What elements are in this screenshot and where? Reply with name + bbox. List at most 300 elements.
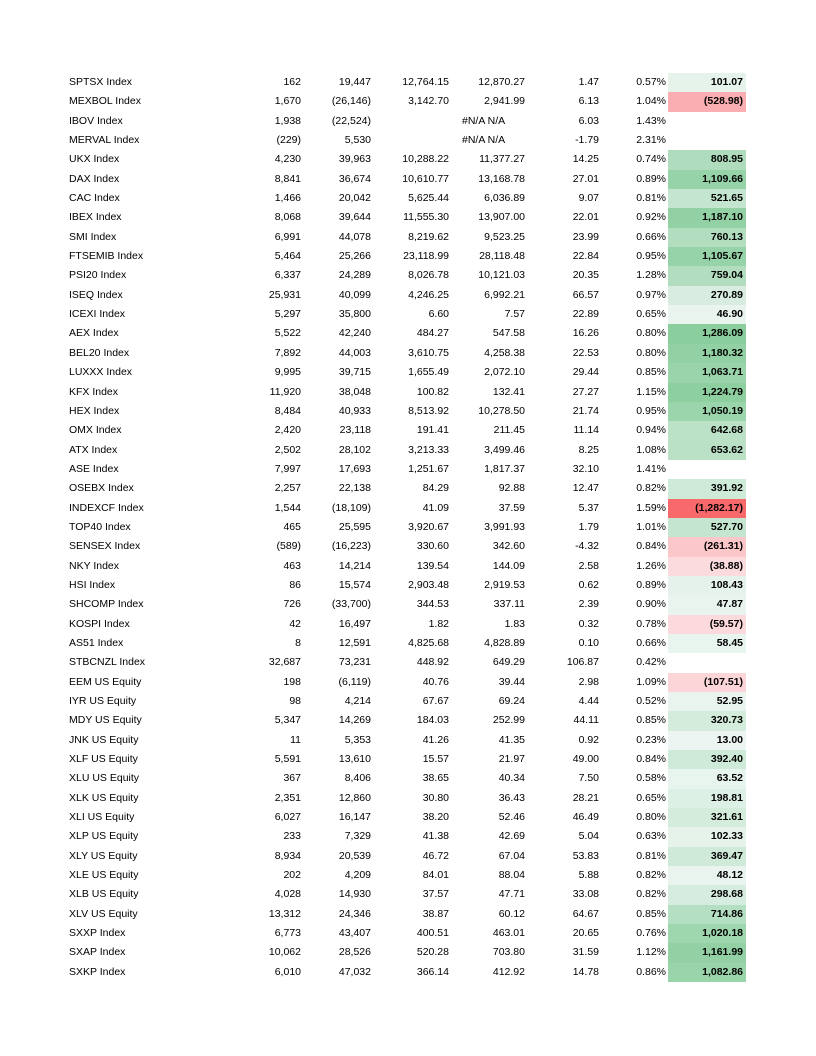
cell-c: 366.14 [416,965,449,978]
row-label: DAX Index [69,172,120,185]
cell-g: (107.51) [668,673,746,692]
cell-e: 27.01 [572,172,599,185]
cell-f: 0.65% [636,308,666,321]
table-row [62,208,752,227]
cell-f: 1.59% [636,501,666,514]
table-row [62,499,752,518]
cell-d: #N/A N/A [462,134,506,147]
cell-c: 484.27 [416,327,449,340]
cell-c: 4,246.25 [408,288,449,301]
table-row [62,383,752,402]
cell-e: 32.10 [572,462,599,475]
cell-e: 106.87 [566,656,599,669]
table-row [62,847,752,866]
cell-c: 6.60 [428,308,449,321]
cell-g: 102.33 [668,827,746,846]
spreadsheet-table [62,73,752,982]
cell-a: 6,773 [274,927,301,940]
table-row [62,518,752,537]
cell-c: 3,920.67 [408,520,449,533]
cell-f: 0.86% [636,965,666,978]
cell-e: 4.44 [578,695,599,707]
cell-c: 41.38 [422,830,449,843]
cell-d: 13,168.78 [478,172,525,185]
cell-c: 448.92 [416,656,449,669]
cell-f: 0.80% [636,327,666,340]
cell-g: 1,187.10 [668,208,746,227]
cell-f: 1.41% [636,462,666,475]
cell-c: 8,513.92 [408,404,449,417]
cell-c: 139.54 [416,559,449,572]
row-label: LUXXX Index [69,366,133,379]
cell-d: 39.44 [498,675,525,688]
cell-f: 0.74% [636,153,666,166]
cell-f: 1.01% [636,520,666,533]
cell-b: 42,240 [338,327,371,340]
row-label: XLU US Equity [69,772,140,785]
row-label: SMI Index [69,230,117,243]
cell-e: 6.03 [578,114,599,127]
cell-f: 0.76% [636,927,666,940]
cell-b: 39,963 [338,153,371,166]
cell-c: 2,903.48 [408,578,449,591]
table-row [62,247,752,266]
row-label: EEM US Equity [69,675,142,688]
cell-a: 7,892 [274,346,301,359]
row-label: SXKP Index [69,965,126,978]
table-row [62,731,752,750]
cell-g: 298.68 [668,885,746,904]
cell-e: 9.07 [578,192,599,205]
cell-d: 649.29 [492,656,525,669]
cell-g: 369.47 [668,847,746,866]
table-row [62,189,752,208]
cell-a: 2,420 [274,424,301,437]
cell-g [668,653,746,672]
cell-c: 40.76 [422,675,449,688]
cell-f: 0.84% [636,753,666,766]
cell-c: 23,118.99 [403,250,449,263]
cell-a: 5,347 [274,714,301,727]
cell-e: 33.08 [572,888,599,901]
cell-a: 465 [283,520,301,533]
row-label: MEXBOL Index [69,95,141,108]
cell-b: 25,595 [338,520,371,533]
cell-f: 0.97% [636,288,666,301]
cell-b: 40,933 [338,404,371,417]
cell-d: 2,941.99 [484,95,525,108]
row-label: IBEX Index [69,211,122,224]
table-row [62,460,752,479]
row-label: XLY US Equity [69,849,138,862]
cell-c: 184.03 [416,714,449,727]
cell-e: 23.99 [572,230,599,243]
cell-g: 392.40 [668,750,746,769]
cell-d: 3,991.93 [484,520,525,533]
row-label: UKX Index [69,153,120,166]
cell-c: 38.87 [422,907,449,920]
cell-f: 0.85% [636,714,666,727]
cell-c: 3,142.70 [408,95,449,108]
cell-a: 25,931 [268,288,301,301]
cell-d: 3,499.46 [484,443,525,456]
cell-e: 1.79 [578,520,599,533]
cell-a: 32,687 [268,656,301,669]
table-row [62,943,752,962]
cell-d: 47.71 [498,888,525,901]
cell-c: 1.82 [428,617,449,630]
cell-c: 1,655.49 [408,366,449,379]
table-row [62,615,752,634]
cell-f: 1.08% [636,443,666,456]
cell-d: 42.69 [498,830,525,843]
cell-e: -1.79 [575,134,599,147]
cell-f: 0.90% [636,598,666,611]
cell-e: 14.78 [572,965,599,978]
row-label: SPTSX Index [69,76,133,88]
cell-e: 5.04 [578,830,599,843]
cell-g: 391.92 [668,479,746,498]
cell-f: 0.95% [636,250,666,263]
cell-a: 6,337 [274,269,301,282]
cell-e: 22.01 [572,211,599,224]
cell-g: 58.45 [668,634,746,653]
cell-e: 44.11 [573,714,599,727]
cell-f: 0.92% [636,211,666,224]
cell-g: 270.89 [668,286,746,305]
cell-b: 24,346 [338,907,371,920]
cell-b: 73,231 [338,656,371,669]
cell-d: 6,036.89 [484,192,525,205]
table-row [62,750,752,769]
cell-g: 321.61 [668,808,746,827]
cell-f: 1.26% [636,559,666,572]
cell-d: 28,118.48 [479,250,525,263]
cell-e: 8.25 [578,443,599,456]
cell-f: 2.31% [636,134,666,147]
cell-d: 4,828.89 [484,636,525,649]
row-label: KFX Index [69,385,119,398]
cell-d: 703.80 [492,946,525,959]
cell-b: 28,102 [338,443,371,456]
table-row [62,808,752,827]
table-row [62,924,752,943]
cell-a: 8,934 [274,849,301,862]
cell-a: 5,464 [274,250,301,263]
cell-a: 1,670 [274,95,301,108]
cell-d: 41.35 [498,733,525,746]
cell-f: 0.66% [636,636,666,649]
row-label: FTSEMIB Index [69,250,144,263]
cell-c: 84.29 [422,482,449,495]
cell-f: 1.28% [636,269,666,282]
cell-g: 759.04 [668,266,746,285]
row-label: XLI US Equity [69,811,135,824]
row-label: HSI Index [69,578,116,591]
cell-f: 1.15% [636,385,666,398]
cell-e: 2.58 [578,559,599,572]
cell-e: 21.74 [572,404,599,417]
cell-e: 12.47 [572,482,599,495]
cell-e: 2.39 [578,598,599,611]
cell-a: 98 [289,695,301,707]
cell-d: 40.34 [498,772,525,785]
cell-f: 0.85% [636,366,666,379]
cell-a: 1,938 [274,114,301,127]
cell-c: 3,610.75 [408,346,449,359]
cell-g: 714.86 [668,905,746,924]
cell-b: 12,860 [338,791,371,804]
cell-b: 14,214 [338,559,371,572]
cell-f: 0.52% [636,695,666,707]
cell-b: 14,269 [338,714,371,727]
cell-f: 0.81% [636,849,666,862]
cell-a: 5,522 [274,327,301,340]
table-row [62,324,752,343]
cell-a: 6,010 [274,965,301,978]
cell-e: 5.37 [578,501,599,514]
cell-g: 1,063.71 [668,363,746,382]
table-row [62,228,752,247]
cell-b: (22,524) [331,114,371,127]
cell-b: 19,447 [338,76,371,88]
cell-g: 642.68 [668,421,746,440]
cell-a: 367 [283,772,301,785]
cell-b: 25,266 [338,250,371,263]
cell-e: 7.50 [578,772,599,785]
table-row [62,131,752,150]
cell-g: 101.07 [668,73,746,92]
cell-a: 1,544 [274,501,301,514]
row-label: IYR US Equity [69,695,137,707]
cell-c: 10,610.77 [402,172,449,185]
row-label: MERVAL Index [69,134,140,147]
cell-b: 22,138 [338,482,371,495]
cell-e: 0.62 [578,578,599,591]
cell-c: 191.41 [416,424,449,437]
table-row [62,402,752,421]
cell-d: 412.92 [492,965,525,978]
cell-b: (26,146) [331,95,371,108]
cell-d: 2,919.53 [484,578,525,591]
cell-e: 66.57 [572,288,599,301]
cell-f: 0.84% [636,540,666,553]
row-label: BEL20 Index [69,346,130,359]
table-row [62,479,752,498]
row-label: KOSPI Index [69,617,130,630]
cell-g: 52.95 [668,692,746,711]
row-label: STBCNZL Index [69,656,146,669]
cell-g: 808.95 [668,150,746,169]
cell-g: 13.00 [668,731,746,750]
cell-d: 547.58 [492,327,525,340]
cell-b: (16,223) [331,540,371,553]
cell-d: 21.97 [498,753,525,766]
cell-f: 0.82% [636,888,666,901]
cell-c: 8,219.62 [408,230,449,243]
cell-d: 1.83 [504,617,525,630]
cell-f: 0.95% [636,404,666,417]
table-row [62,441,752,460]
cell-b: 7,329 [344,830,371,843]
cell-d: 463.01 [492,927,525,940]
cell-a: 9,995 [274,366,301,379]
cell-a: 5,297 [274,308,301,321]
cell-b: 5,353 [344,733,371,746]
cell-g: 521.65 [668,189,746,208]
cell-a: 162 [283,76,301,88]
cell-b: 47,032 [338,965,371,978]
cell-d: 337.11 [493,598,525,611]
cell-d: 342.60 [492,540,525,553]
cell-b: (6,119) [338,675,371,688]
cell-b: 35,800 [338,308,371,321]
table-row [62,286,752,305]
cell-c: 1,251.67 [408,462,449,475]
table-row [62,112,752,131]
table-row [62,827,752,846]
cell-g: 527.70 [668,518,746,537]
cell-a: 1,466 [274,192,301,205]
cell-f: 0.65% [636,791,666,804]
cell-c: 84.01 [422,869,449,882]
row-label: NKY Index [69,559,120,572]
table-row [62,537,752,556]
cell-c: 3,213.33 [408,443,449,456]
table-row [62,769,752,788]
cell-b: 4,209 [344,869,371,882]
cell-f: 0.89% [636,172,666,185]
cell-a: 6,027 [274,811,301,824]
cell-a: 11,920 [269,385,301,398]
cell-b: 23,118 [339,424,371,437]
cell-a: 2,351 [274,791,301,804]
cell-d: 4,258.38 [484,346,525,359]
cell-c: 520.28 [416,946,449,959]
cell-e: 0.32 [578,617,599,630]
cell-g: (528.98) [668,92,746,111]
cell-g [668,131,746,150]
cell-f: 0.80% [636,346,666,359]
cell-f: 1.43% [636,114,666,127]
cell-b: 40,099 [338,288,371,301]
table-row [62,634,752,653]
cell-e: 1.47 [578,76,599,88]
cell-c: 12,764.15 [402,76,449,88]
cell-e: 53.83 [572,849,599,862]
cell-a: 726 [283,598,301,611]
cell-b: 20,539 [338,849,371,862]
table-row [62,866,752,885]
cell-f: 1.09% [636,675,666,688]
cell-d: 67.04 [498,849,525,862]
cell-c: 41.09 [422,501,449,514]
table-row [62,92,752,111]
row-label: ATX Index [69,443,118,456]
cell-c: 41.26 [422,733,449,746]
cell-b: 13,610 [338,753,371,766]
cell-g: 108.43 [668,576,746,595]
cell-b: 38,048 [338,385,371,398]
table-row [62,344,752,363]
row-label: IBOV Index [69,114,123,127]
cell-e: 0.10 [578,636,599,649]
cell-f: 0.66% [636,230,666,243]
cell-e: 31.59 [572,946,599,959]
cell-f: 0.57% [636,76,666,88]
cell-f: 0.82% [636,869,666,882]
cell-a: 2,257 [274,482,301,495]
table-row [62,692,752,711]
row-label: OMX Index [69,424,122,437]
cell-c: 400.51 [416,927,449,940]
cell-b: 44,003 [338,346,371,359]
cell-d: 69.24 [498,695,525,707]
cell-a: 8,841 [274,172,301,185]
cell-c: 38.20 [422,811,449,824]
cell-a: 463 [283,559,301,572]
cell-g: 1,286.09 [668,324,746,343]
table-row [62,363,752,382]
cell-f: 1.04% [636,95,666,108]
cell-d: 7.57 [504,308,525,321]
cell-f: 0.81% [636,192,666,205]
cell-c: 330.60 [416,540,449,553]
cell-d: 12,870.27 [478,76,525,88]
cell-e: 22.53 [572,346,599,359]
table-row [62,73,752,92]
cell-b: 36,674 [338,172,371,185]
cell-d: #N/A N/A [462,114,506,127]
cell-c: 344.53 [416,598,449,611]
cell-b: 16,147 [338,811,371,824]
cell-a: 10,062 [268,946,301,959]
cell-b: 12,591 [338,636,371,649]
cell-d: 1,817.37 [484,462,525,475]
cell-g: (59.57) [668,615,746,634]
cell-g: 1,109.66 [668,170,746,189]
cell-f: 0.63% [636,830,666,843]
cell-c: 46.72 [422,849,449,862]
row-label: XLV US Equity [69,907,138,920]
cell-c: 38.65 [422,772,449,785]
cell-g: 48.12 [668,866,746,885]
cell-d: 60.12 [498,907,525,920]
cell-e: 14.25 [572,153,599,166]
table-row [62,150,752,169]
cell-e: 46.49 [572,811,599,824]
cell-c: 100.82 [416,385,449,398]
row-label: XLP US Equity [69,830,139,843]
row-label: AEX Index [69,327,119,340]
cell-b: 4,214 [344,695,371,707]
cell-d: 144.09 [492,559,525,572]
table-row [62,305,752,324]
cell-e: 22.84 [572,250,599,263]
row-label: XLB US Equity [69,888,139,901]
row-label: XLE US Equity [69,869,139,882]
cell-a: 13,312 [268,907,301,920]
cell-c: 11,555.30 [403,211,449,224]
cell-g: (261.31) [668,537,746,556]
row-label: HEX Index [69,404,120,417]
cell-d: 92.88 [498,482,525,495]
row-label: XLK US Equity [69,791,139,804]
cell-a: 11 [290,733,301,746]
cell-g: 198.81 [668,789,746,808]
table-row [62,885,752,904]
cell-g: 1,020.18 [668,924,746,943]
